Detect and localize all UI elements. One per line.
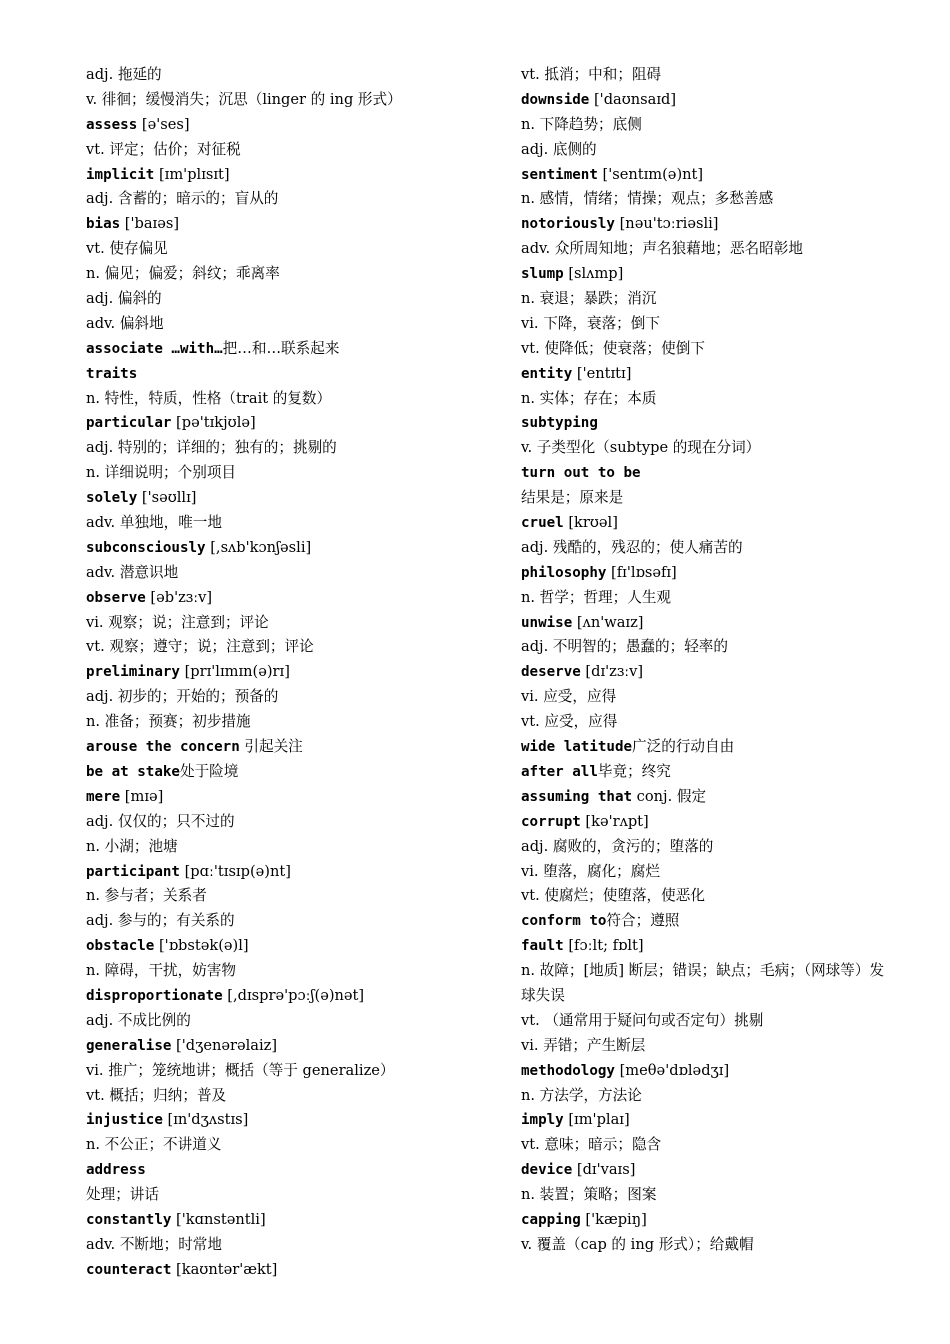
vocab-entry [86, 1108, 506, 1133]
headword: assuming that [521, 788, 633, 805]
headword: injustice [86, 1112, 163, 1129]
definition-line [521, 1183, 897, 1208]
definition-text: adj. 特别的；详细的；独有的；挑剔的 [86, 439, 337, 457]
definition-line [521, 287, 897, 312]
definition-text: adj. 偏斜的 [86, 290, 162, 308]
definition-text: n. 偏见；偏爱；斜纹；乖离率 [86, 265, 280, 283]
pronunciation: [ɪm'plɪsɪt] [154, 165, 230, 183]
definition-line [86, 635, 506, 660]
definition-line [86, 710, 506, 735]
definition-text: n. 实体；存在；本质 [521, 389, 657, 407]
definition-line [86, 835, 506, 860]
vocab-entry [521, 511, 897, 536]
vocab-entry [86, 660, 506, 685]
definition-line [521, 312, 897, 337]
pronunciation: [mɪə] [120, 787, 164, 805]
definition-text: adj. 参与的；有关系的 [86, 912, 235, 930]
vocab-entry [521, 909, 897, 934]
headword: philosophy [521, 564, 607, 581]
pronunciation: ['ɒbstək(ə)l] [154, 937, 249, 955]
definition-text: 处理；讲话 [86, 1186, 159, 1204]
definition-text: adj. 拖延的 [86, 66, 162, 83]
definition-line [521, 63, 897, 88]
vocab-entry [86, 362, 506, 387]
definition-text: vt. 概括；归纳；普及 [86, 1086, 227, 1104]
headword: capping [521, 1212, 581, 1228]
pronunciation: conj. 假定 [632, 787, 707, 805]
vocab-entry [86, 411, 506, 436]
headword: arouse the concern [86, 739, 240, 756]
definition-text: adj. 不明智的；愚蠢的；轻率的 [521, 638, 728, 656]
vocab-entry [521, 934, 897, 959]
definition-line [86, 1133, 506, 1158]
definition-text: vt. 使腐烂；使堕落，使恶化 [521, 887, 705, 905]
definition-line [86, 810, 506, 835]
definition-line [521, 536, 897, 561]
headword: slump [521, 266, 564, 283]
definition-text: adv. 偏斜地 [86, 314, 164, 332]
definition-line [86, 1009, 506, 1034]
definition-line [86, 312, 506, 337]
vocab-entry [86, 934, 506, 959]
pronunciation: [dɪ'vaɪs] [572, 1161, 636, 1179]
vocab-entry [86, 486, 506, 511]
pronunciation: 毕竟；终究 [597, 762, 671, 780]
pronunciation: [ɪm'plaɪ] [563, 1111, 630, 1129]
definition-text: n. 感情，情绪；情操；观点；多愁善感 [521, 190, 774, 208]
definition-text: n. 衰退；暴跌；消沉 [521, 290, 657, 308]
pronunciation: ['kæpiŋ] [580, 1211, 647, 1228]
vocab-entry [86, 860, 506, 885]
vocab-entry [521, 88, 897, 113]
pronunciation: [,dɪsprə'pɔːʃ(ə)nət] [222, 986, 365, 1004]
pronunciation: [dɪ'zɜːv] [580, 663, 644, 681]
vocab-entry [86, 113, 506, 138]
headword: sentiment [521, 166, 598, 183]
headword: cruel [521, 515, 564, 532]
pronunciation: ['daʊnsaɪd] [589, 90, 677, 108]
definition-text: n. 详细说明；个别项目 [86, 464, 237, 482]
headword: subtyping [521, 415, 598, 432]
definition-text: v. 覆盖（cap 的 ing 形式）；给戴帽 [521, 1235, 754, 1253]
vocab-entry [521, 561, 897, 586]
definition-line [521, 1233, 897, 1258]
pronunciation: [meθə'dɒlədʒɪ] [614, 1061, 730, 1079]
vocab-entry [521, 735, 897, 760]
definition-text: n. 参与者；关系者 [86, 887, 207, 905]
vocab-entry [86, 212, 506, 237]
definition-line [521, 138, 897, 163]
headword: turn out to be [521, 465, 641, 482]
pronunciation: [fɔːlt; fɒlt] [563, 937, 644, 955]
definition-line [86, 187, 506, 212]
definition-text: n. 方法学，方法论 [521, 1086, 642, 1104]
definition-line [521, 113, 897, 138]
vocab-entry [86, 163, 506, 188]
pronunciation: ['kɑnstəntli] [171, 1210, 266, 1228]
definition-line [86, 138, 506, 163]
definition-text: vt. 使降低；使衰落；使倒下 [521, 339, 705, 357]
headword: obstacle [86, 938, 155, 955]
definition-line [521, 685, 897, 710]
definition-line [86, 461, 506, 486]
definition-text: adj. 初步的；开始的；预备的 [86, 688, 279, 706]
headword: notoriously [521, 216, 615, 233]
vocab-entry [521, 1108, 897, 1133]
definition-line [521, 436, 897, 461]
pronunciation: 把…和…联系起来 [222, 339, 340, 357]
definition-text: adv. 潜意识地 [86, 563, 179, 581]
headword: downside [521, 91, 590, 108]
definition-line [86, 262, 506, 287]
definition-text: adj. 腐败的，贪污的；堕落的 [521, 837, 714, 855]
definition-text: n. 不公正；不讲道义 [86, 1136, 222, 1154]
headword: associate …with… [86, 340, 223, 357]
pronunciation: ['sentɪm(ə)nt] [597, 165, 704, 183]
definition-text: adv. 不断地；时常地 [86, 1235, 222, 1253]
vocab-entry [521, 1158, 897, 1183]
definition-line [86, 909, 506, 934]
headword: subconsciously [86, 539, 206, 556]
definition-text: adv. 单独地，唯一地 [86, 514, 222, 532]
definition-text: vt. 应受，应得 [521, 713, 618, 731]
pronunciation: [ʌn'waɪz] [572, 613, 644, 631]
definition-text: vi. 应受，应得 [521, 688, 617, 706]
definition-line [521, 486, 897, 511]
pronunciation: [ɪn'dʒʌstɪs] [162, 1111, 249, 1129]
definition-line [521, 187, 897, 212]
definition-text: vt. 评定；估价；对征税 [86, 140, 241, 158]
definition-line [521, 884, 897, 909]
definition-text: adj. 不成比例的 [86, 1011, 191, 1029]
vocab-entry [521, 461, 897, 486]
headword: address [86, 1162, 146, 1179]
pronunciation: 符合；遵照 [606, 912, 680, 930]
definition-text: vt. 意味；暗示；隐含 [521, 1136, 662, 1154]
definition-line [521, 1133, 897, 1158]
vocab-entry [521, 212, 897, 237]
vocab-entry [521, 411, 897, 436]
headword: assess [86, 116, 138, 133]
definition-text: v. 徘徊；缓慢消失；沉思（linger 的 ing 形式） [86, 90, 402, 108]
definition-line [86, 1183, 506, 1208]
headword: deserve [521, 664, 581, 681]
definition-text: vi. 弄错；产生断层 [521, 1036, 646, 1054]
definition-text: adj. 含蓄的；暗示的；盲从的 [86, 190, 279, 208]
headword: entity [521, 365, 573, 382]
headword: corrupt [521, 813, 581, 830]
definition-text: adv. 众所周知地；声名狼藉地；恶名昭彰地 [521, 240, 803, 258]
definition-text: 结果是；原来是 [521, 489, 624, 507]
definition-line [521, 710, 897, 735]
headword: be at stake [86, 763, 180, 780]
vocab-entry [521, 611, 897, 636]
definition-line [521, 1084, 897, 1109]
headword: generalise [86, 1037, 172, 1054]
definition-line [86, 1059, 506, 1084]
definition-line [86, 436, 506, 461]
definition-line [86, 88, 506, 113]
definition-text: vi. 推广；笼统地讲；概括（等于 generalize） [86, 1061, 395, 1079]
definition-text: adj. 残酷的，残忍的；使人痛苦的 [521, 538, 743, 556]
pronunciation: 引起关注 [239, 738, 303, 756]
pronunciation: ['entɪtɪ] [572, 364, 632, 382]
definition-text: vi. 下降，衰落；倒下 [521, 314, 660, 332]
vocab-entry [86, 1158, 506, 1183]
pronunciation: [,sʌb'kɔnʃəsli] [205, 538, 312, 556]
vocab-entry [86, 735, 506, 760]
vocab-entry [521, 163, 897, 188]
vocab-entry [521, 810, 897, 835]
vocab-entry [521, 660, 897, 685]
definition-line [521, 1034, 897, 1059]
headword: implicit [86, 166, 155, 183]
headword: device [521, 1162, 573, 1179]
definition-text: n. 准备；预赛；初步措施 [86, 713, 251, 731]
definition-text: vi. 观察；说；注意到；评论 [86, 613, 269, 631]
definition-line [521, 635, 897, 660]
vocab-entry [86, 1034, 506, 1059]
definition-text: vi. 堕落，腐化；腐烂 [521, 862, 660, 880]
headword: solely [86, 490, 138, 507]
definition-line [521, 959, 897, 1009]
vocab-entry [521, 262, 897, 287]
pronunciation: [pɑː'tɪsɪp(ə)nt] [179, 862, 291, 880]
definition-line [521, 586, 897, 611]
definition-line [521, 835, 897, 860]
left-column [86, 63, 506, 1283]
definition-text: n. 故障；[地质] 断层；错误；缺点；毛病；（网球等）发球失误 [521, 962, 885, 1004]
definition-text: vt. 使存偏见 [86, 240, 168, 258]
definition-line [86, 237, 506, 262]
definition-line [86, 1233, 506, 1258]
vocab-entry [86, 1208, 506, 1233]
pronunciation: [krʊəl] [563, 514, 618, 532]
definition-text: n. 装置；策略；图案 [521, 1186, 657, 1204]
definition-text: adj. 仅仅的；只不过的 [86, 812, 235, 830]
pronunciation: [prɪ'lɪmɪn(ə)rɪ] [179, 663, 290, 681]
definition-line [86, 387, 506, 412]
pronunciation: [nəu'tɔːriəsli] [614, 215, 719, 233]
pronunciation: [ə'ses] [137, 115, 190, 133]
headword: imply [521, 1112, 564, 1129]
vocab-entry [86, 1258, 506, 1283]
definition-line [86, 287, 506, 312]
pronunciation: 广泛的行动自由 [632, 738, 735, 756]
headword: fault [521, 938, 564, 955]
vocab-entry [521, 362, 897, 387]
pronunciation: [əb'zɜːv] [145, 588, 213, 606]
definition-line [86, 884, 506, 909]
definition-text: n. 小湖；池塘 [86, 837, 178, 855]
definition-line [521, 1009, 897, 1034]
vocab-entry [86, 536, 506, 561]
vocab-entry [86, 785, 506, 810]
pronunciation: ['səʊllɪ] [137, 489, 197, 507]
definition-text: vt. 观察；遵守；说；注意到；评论 [86, 638, 314, 656]
definition-text: n. 障碍，干扰，妨害物 [86, 962, 237, 980]
definition-line [521, 337, 897, 362]
definition-line [521, 237, 897, 262]
definition-line [86, 63, 506, 88]
definition-line [86, 1084, 506, 1109]
vocab-entry [86, 760, 506, 785]
definition-line [86, 685, 506, 710]
vocab-entry [521, 1208, 897, 1233]
pronunciation: [kaʊntər'ækt] [171, 1260, 278, 1278]
vocab-entry [86, 984, 506, 1009]
definition-text: v. 子类型化（subtype 的现在分词） [521, 439, 761, 457]
definition-text: adj. 底侧的 [521, 140, 597, 158]
vocab-entry [521, 760, 897, 785]
right-column [521, 63, 897, 1258]
headword: conform to [521, 913, 607, 930]
definition-text: vt. 抵消；中和；阻碍 [521, 66, 662, 83]
definition-line [521, 387, 897, 412]
headword: observe [86, 589, 146, 606]
definition-line [86, 959, 506, 984]
vocab-entry [86, 586, 506, 611]
headword: unwise [521, 614, 573, 631]
definition-text: n. 下降趋势；底侧 [521, 115, 642, 133]
definition-text: vt. （通常用于疑问句或否定句）挑剔 [521, 1011, 764, 1029]
headword: mere [86, 788, 121, 805]
vocab-entry [86, 337, 506, 362]
vocab-entry [521, 1059, 897, 1084]
pronunciation: ['baɪəs] [120, 215, 180, 233]
headword: constantly [86, 1211, 172, 1228]
headword: bias [86, 216, 121, 233]
headword: participant [86, 863, 180, 880]
definition-line [86, 611, 506, 636]
headword: traits [86, 365, 138, 382]
headword: after all [521, 763, 598, 780]
headword: particular [86, 415, 172, 432]
pronunciation: [kə'rʌpt] [580, 812, 649, 830]
pronunciation: ['dʒenərəlaiz] [171, 1036, 278, 1054]
definition-line [86, 511, 506, 536]
definition-text: n. 哲学；哲理；人生观 [521, 588, 672, 606]
pronunciation: 处于险境 [179, 762, 239, 780]
headword: counteract [86, 1261, 172, 1278]
definition-text: n. 特性，特质，性格（trait 的复数） [86, 389, 332, 407]
headword: methodology [521, 1062, 615, 1079]
definition-line [86, 561, 506, 586]
vocab-entry [521, 785, 897, 810]
pronunciation: [pə'tɪkjʊlə] [171, 414, 256, 432]
definition-line [521, 860, 897, 885]
pronunciation: [slʌmp] [563, 265, 624, 283]
headword: wide latitude [521, 739, 633, 756]
headword: preliminary [86, 664, 180, 681]
headword: disproportionate [86, 987, 223, 1004]
pronunciation: [fɪ'lɒsəfɪ] [606, 563, 677, 581]
